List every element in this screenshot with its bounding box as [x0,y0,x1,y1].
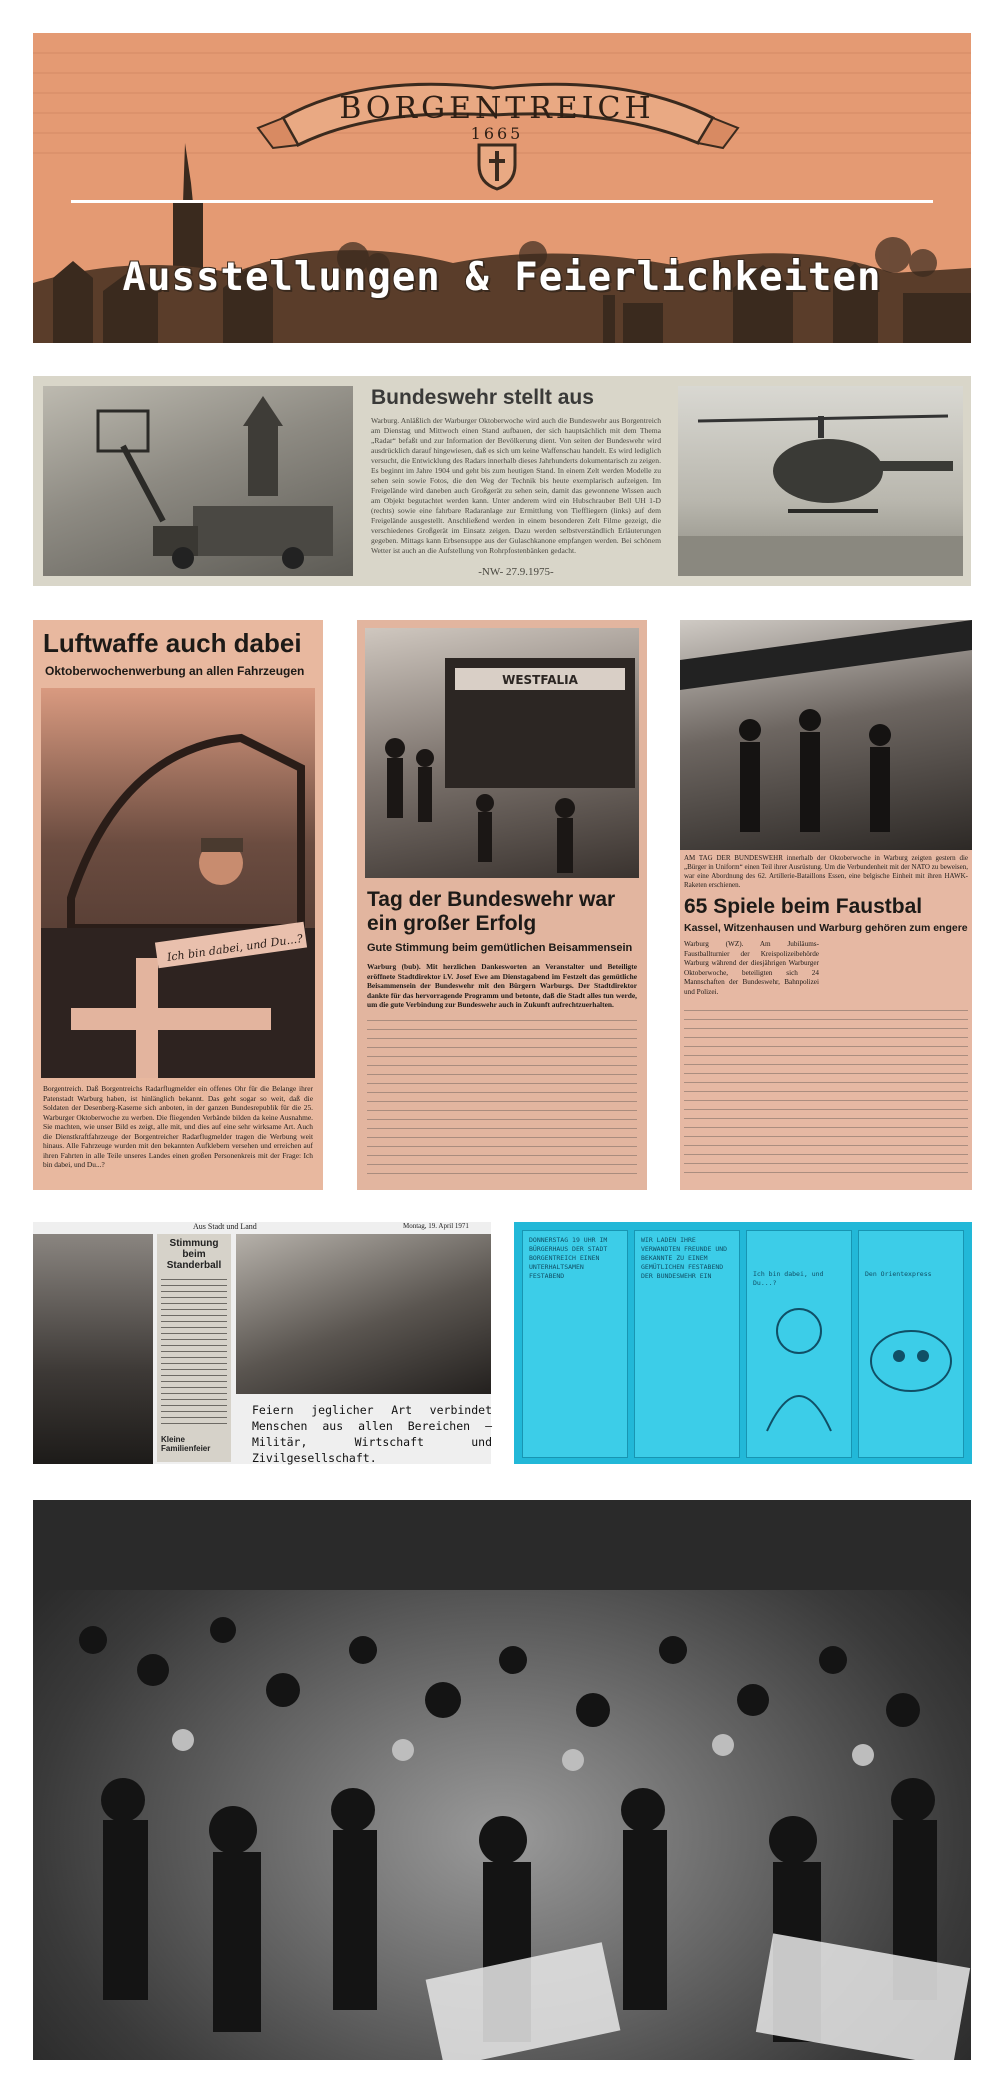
article-columns-texture [684,1010,968,1180]
photo-caption: AM TAG DER BUNDESWEHR innerhalb der Oktoberwoche in Warburg zeigten gestern die „Bürger in Uniform“ einen Teil ihrer Ausrüstung. Um die Verbundenheit mit der NATO zu beweisen, war eine Abordnung des 62. Artillerie-Bataillons Essen, eine belgische Einheit mit ihren HAWK-Raketen erschienen. [684,854,968,889]
hawk-rocket-icon [680,620,972,850]
footer-label: Kleine Familienfeier [161,1435,211,1453]
section-label: Aus Stadt und Land [193,1222,257,1231]
jet-cockpit-icon [41,688,315,1078]
cartoon-icon [747,1291,851,1441]
article-body: Warburg. Anläßlich der Warburger Oktoberwoche wird auch die Bundeswehr aus Borgentreich am Dienstag und Mittwoch einen Stand aufbauen, der sich hauptsächlich mit dem Thema „Radar“ befaßt und zur Information der Bevölkerung dient. Von seiten der Bundeswehr wird ausdrücklich darauf hingewiesen, daß es sich um keine Waffenschau handelt. Es wird lediglich versucht, die Entwicklung des Radars innerhalb dieses Jahrhunderts dokumentarisch zu zeigen. Es beginnt im Jahre 1904 und geht bis zum heutigen Stand. In einem Zelt werden Modelle zu sehen sein sowie Fotos, die den Weg der Technik bis heute exemplarisch aufzeigen. Im Freigelände wird daneben auch Großgerät zu sehen sein, damit das gewonnene Wissen auch am Objekt begutachtet werden kann. Unter anderem wird ein Hubschrauber Bell UH 1-D (rechts) sowie eine fahrbare Radaranlage zur Ermittlung von Tieffliegern (links) auf dem Freigelände ausgestellt. Anschließend werden in einem besonderen Zelt Filme gezeigt, die verschiedenes Großgerät im Einsatz zeigen. Dazu werden selbstverständlich Erläuterungen gegeben. Mittags kann Erbsensuppe aus der Gulaschkanone empfangen werden. Bei schönem Wetter ist auch an die Aufstellung von Rohrpfostenbänken gedacht. [371,416,661,555]
band-photo [33,1234,153,1464]
clipping-bundeswehr-stellt-aus [33,376,971,586]
crowd-icon [33,1500,971,2060]
rocket-photo [680,620,972,850]
headline: Stimmung beim Standerball [166,1238,222,1271]
invitation-flyer [514,1222,972,1464]
truck-sign-text: WESTFALIA [502,673,578,687]
headline: Luftwaffe auch dabei [43,628,302,658]
subhead: Oktoberwochenwerbung an allen Fahrzeugen [45,664,305,678]
photo-caption: Feiern jeglicher Art verbindet Menschen aus allen Bereichen – Militär, Wirtschaft und Zivilgesellschaft. [252,1403,492,1465]
subhead: Gute Stimmung beim gemütlichen Beisammensein [367,942,633,954]
cockpit-photo [41,688,315,1078]
cartoon-icon [859,1301,963,1451]
headline: Bundeswehr stellt aus [371,386,594,409]
flyer-panel-text: WIR LADEN IHRE VERWANDTEN FREUNDE UND BEKANNTE ZU EINEM GEMÜTLICHEN FESTABEND DER BUNDESWEHR EIN [641,1236,728,1280]
source-line: -NW- 27.9.1975- [478,566,554,578]
article-columns-texture [367,1020,637,1180]
flyer-panel-1 [522,1230,628,1458]
subhead: Kassel, Witzenhausen und Warburg gehören zum engere [684,922,968,934]
header-divider [71,200,933,203]
sign-text: Ich bin dabei, und Du...? [166,932,304,964]
flyer-panel-text: Den Orientexpress [865,1270,932,1278]
emblem-year-text: 1665 [470,124,524,143]
article-body: Warburg (bub). Mit herzlichen Dankesworten an Veranstalter und Beteiligte eröffnete Stadtdirektor i.V. Josef Ewe am Dienstagabend im Festzelt das gemütliche Beisammensein der Bundeswehr mit den Bürgern Warburgs. Der Stadtdirektor dankte für das hervorragende Programm und betonte, daß die Stadt alles tun werde, um die gute Verbindung zur Bundeswehr auch in Zukunft aufrechtzuerhalten. [367,962,637,1009]
clipping-faustball [680,620,972,1190]
dancing-couple-photo [236,1234,491,1394]
article-body: Warburg (WZ). Am Jubiläums-Faustballturnier der Kreispolizeibehörde Warburg während der diesjährigen Warburger Oktoberwoche, beteiligten sich 24 Mannschaften der Bundeswehr, Bahnpolizei und Polizei. [684,940,819,996]
crowd-icon [365,628,639,878]
clipping-tag-der-bundeswehr [357,620,647,1190]
article-body: Borgentreich. Daß Borgentreichs Radarflugmelder ein offenes Ohr für die Belange ihrer Patenstadt Warburg haben, ist hinlänglich bekannt. Das geht sogar so weit, daß die Soldaten der Desenberg-Kaserne sich anboten, in der ganzen Bundesrepublik für die 25. Warburger Oktoberwoche zu werben. Die fliegenden Verbände bilden da keine Ausnahme. Sie machten, wie unser Bild es zeigt, alle mit, und dies auf eine sehr wirksame Art. Auch die Dienstkraftfahrzeuge der Borgentreicher Radarflugmelder tragen die Werbung weit hinaus. Alle Fahrzeuge wurden mit den bekannten Aufklebern versehen und erreichen auf ihren Fahrten in alle Teile unseres Landes einen großen Personenkreis mit der Frage: Ich bin dabei, und Du...? [43,1084,313,1169]
date-label: Montag, 19. April 1971 [403,1222,469,1230]
emblem-town-text: BORGENTREICH [339,91,655,126]
clipping-luftwaffe-auch-dabei [33,620,323,1190]
flyer-panel-3 [746,1230,852,1458]
header-banner [33,33,971,343]
ballroom-dance-photo [33,1500,971,2060]
flyer-panel-4 [858,1230,964,1458]
flyer-panel-text: DONNERSTAG 19 UHR IM BÜRGERHAUS DER STADT BORGENTREICH EINEN UNTERHALTSAMEN FESTABEND [529,1236,608,1280]
radar-truck-icon [43,386,353,576]
headline: 65 Spiele beim Faustbal [684,895,923,918]
page-title: Ausstellungen & Feierlichkeiten [122,255,882,300]
helicopter-photo [678,386,963,576]
headline: Tag der Bundeswehr war ein großer Erfolg [367,888,616,935]
helicopter-icon [678,386,963,576]
article-text-column [157,1234,231,1462]
crowd-truck-photo [365,628,639,878]
flyer-panel-2 [634,1230,740,1458]
text-lines-texture [161,1279,227,1429]
flyer-panel-text: Ich bin dabei, und Du...? [753,1270,824,1287]
radar-vehicle-photo [43,386,353,576]
